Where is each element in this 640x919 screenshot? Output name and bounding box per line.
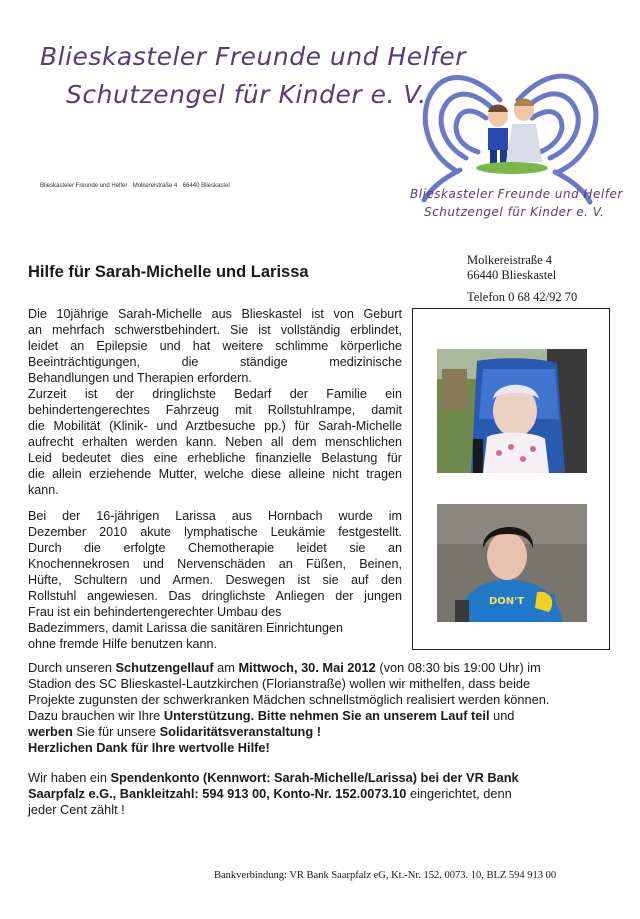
para2-line4: Knochennekrosen und Nervenschäden an Füßen, Beinen, (28, 557, 402, 571)
para2-line1: Bei der 16-jährigen Larissa aus Hornbach wurde im (28, 509, 402, 523)
photo-sarah-michelle-image (437, 349, 587, 473)
para4-line1-b: Spendenkonto (Kennwort: Sarah-Michelle/Larissa) (110, 770, 417, 785)
para3-line6: Herzlichen Dank für Ihre wertvolle Hilfe! (28, 740, 270, 755)
para3-line1-a: Durch unseren (28, 660, 116, 675)
headline: Hilfe für Sarah-Michelle und Larissa (28, 263, 309, 281)
para3-line4-c: und (489, 708, 515, 723)
para2-line3-e: leidet (296, 541, 327, 555)
para2-line3-g: an (387, 541, 402, 555)
para4-line1-c: bei der VR Bank (416, 770, 519, 785)
para1-line10: Leid bedeutet dies eine erhebliche finanzielle Belastung für (28, 451, 402, 465)
para3-line5-c: Solidaritätsveranstaltung ! (159, 724, 322, 739)
para4-line1-a: Wir haben ein (28, 770, 111, 785)
para3-line2: Stadion des SC Blieskastel-Lautzkirchen (Florianstraße) wollen wir mithelfen, dass beide (28, 676, 531, 691)
paragraph-larissa (28, 508, 402, 652)
para3-line4 (28, 708, 608, 724)
para1-line3: leidet an Epilepsie und hat weitere schlimme körperliche (28, 339, 402, 353)
para3-line1-b: Schutzengellauf (115, 660, 214, 675)
para1-line4-c: ständige (240, 355, 288, 369)
para2-line3-c: erfolgte (123, 541, 166, 555)
para2-line9: ohne fremde Hilfe benutzen kann. (28, 637, 218, 651)
para1-line5: Behandlungen und Therapien erfordern. (28, 371, 252, 385)
para1-line11: die allein erziehende Mutter, welche diese alleine nicht tragen (28, 467, 402, 481)
para2-line3-d: Chemotherapie (188, 541, 275, 555)
para3-line5 (28, 724, 608, 740)
para1-line7: behindertengerechtes Fahrzeug mit Rollstuhlrampe, damit (28, 403, 402, 417)
paragraph-donation (28, 770, 608, 818)
para4-line2-b: eingerichtet, denn (406, 786, 512, 801)
para1-line6: Zurzeit ist der dringlichste Bedarf der Familie ein (28, 387, 402, 401)
para1-line4 (28, 354, 402, 370)
para2-line3-f: sie (349, 541, 366, 555)
para3-line4-b: Unterstützung. Bitte nehmen Sie an unserem Lauf teil (163, 708, 490, 723)
address-phone: Telefon 0 68 42/92 70 (467, 290, 578, 304)
para2-line2: Dezember 2010 akute lymphatische Leukämie festgestellt. (28, 525, 402, 539)
para3-event-date: Mittwoch, 30. Mai 2012 (238, 660, 376, 675)
para1-line1: Die 10jährige Sarah-Michelle aus Blieskastel ist von Geburt (28, 307, 402, 321)
logo-text-line2: Schutzengel für Kinder e. V. (424, 205, 605, 219)
para2-line3-a: Durch (28, 541, 62, 555)
address-city: 66440 Blieskastel (467, 268, 557, 282)
para4-line2 (28, 786, 608, 802)
sender-line: Blieskasteler Freunde und Helfer · Molkereistraße 4 · 66440 Blieskastel (40, 183, 230, 189)
photo-larissa (437, 504, 587, 622)
para2-line3 (28, 540, 402, 556)
para1-line4-a: Beeinträchtigungen, (28, 355, 141, 369)
para2-line8: Badezimmers, damit Larissa die sanitären Einrichtungen (28, 621, 343, 635)
para1-line4-d: medizinische (329, 355, 402, 369)
para3-line4-a: Dazu brauchen wir Ihre (28, 708, 164, 723)
paragraph-sarah-michelle (28, 306, 402, 498)
para1-line9: aufrecht erhalten werden kann. Neben all dem menschlichen (28, 435, 402, 449)
para4-line2-a: Saarpfalz e.G., Bankleitzahl: 594 913 00, Konto-Nr. 152.0073.10 (28, 786, 407, 801)
para3-line1-e: (von 08:30 bis 19:00 Uhr) im (375, 660, 541, 675)
para2-line5: Hüfte, Schultern und Armen. Deswegen ist sie auf den (28, 573, 402, 587)
para3-line1-c: am (213, 660, 239, 675)
para3-line1 (28, 660, 608, 676)
paragraph-event (28, 660, 608, 756)
para4-line3: jeder Cent zählt ! (28, 802, 125, 817)
para3-line5-b: Sie für unsere (72, 724, 160, 739)
footer-bank-details: Bankverbindung: VR Bank Saarpfalz eG, Kt.-Nr. 152. 0073. 10, BLZ 594 913 00 (214, 870, 557, 881)
para1-line4-b: die (181, 355, 199, 369)
para1-line8: die Mobilität (Klinik- und Arztbesuche pp.) für Sarah-Michelle (28, 419, 402, 433)
para2-line6: Rollstuhl angewiesen. Das dringlichste Anliegen der jungen (28, 589, 402, 603)
para1-line12: kann. (28, 483, 59, 497)
org-name-line1: Blieskasteler Freunde und Helfer (40, 42, 467, 71)
para3-line3: Projekte zugunsten der schwerkranken Mädchen schnellstmöglich realisiert werden können. (28, 692, 550, 707)
org-name-line2: Schutzengel für Kinder e. V. (66, 80, 427, 109)
logo-text-line1: Blieskasteler Freunde und Helfer (410, 187, 623, 201)
para4-line1 (28, 770, 608, 786)
photo-larissa-shirt-text: DON'T (489, 596, 525, 607)
para2-line3-b: die (84, 541, 101, 555)
para1-line2: an mehrfach schwerstbehindert. Sie ist vollständig erblindet, (28, 323, 402, 337)
para2-line7: Frau ist ein behindertengerechter Umbau des (28, 605, 282, 619)
para3-line5-a: werben (28, 724, 73, 739)
photo-sarah-michelle (437, 349, 587, 473)
address-street: Molkereistraße 4 (467, 253, 553, 267)
